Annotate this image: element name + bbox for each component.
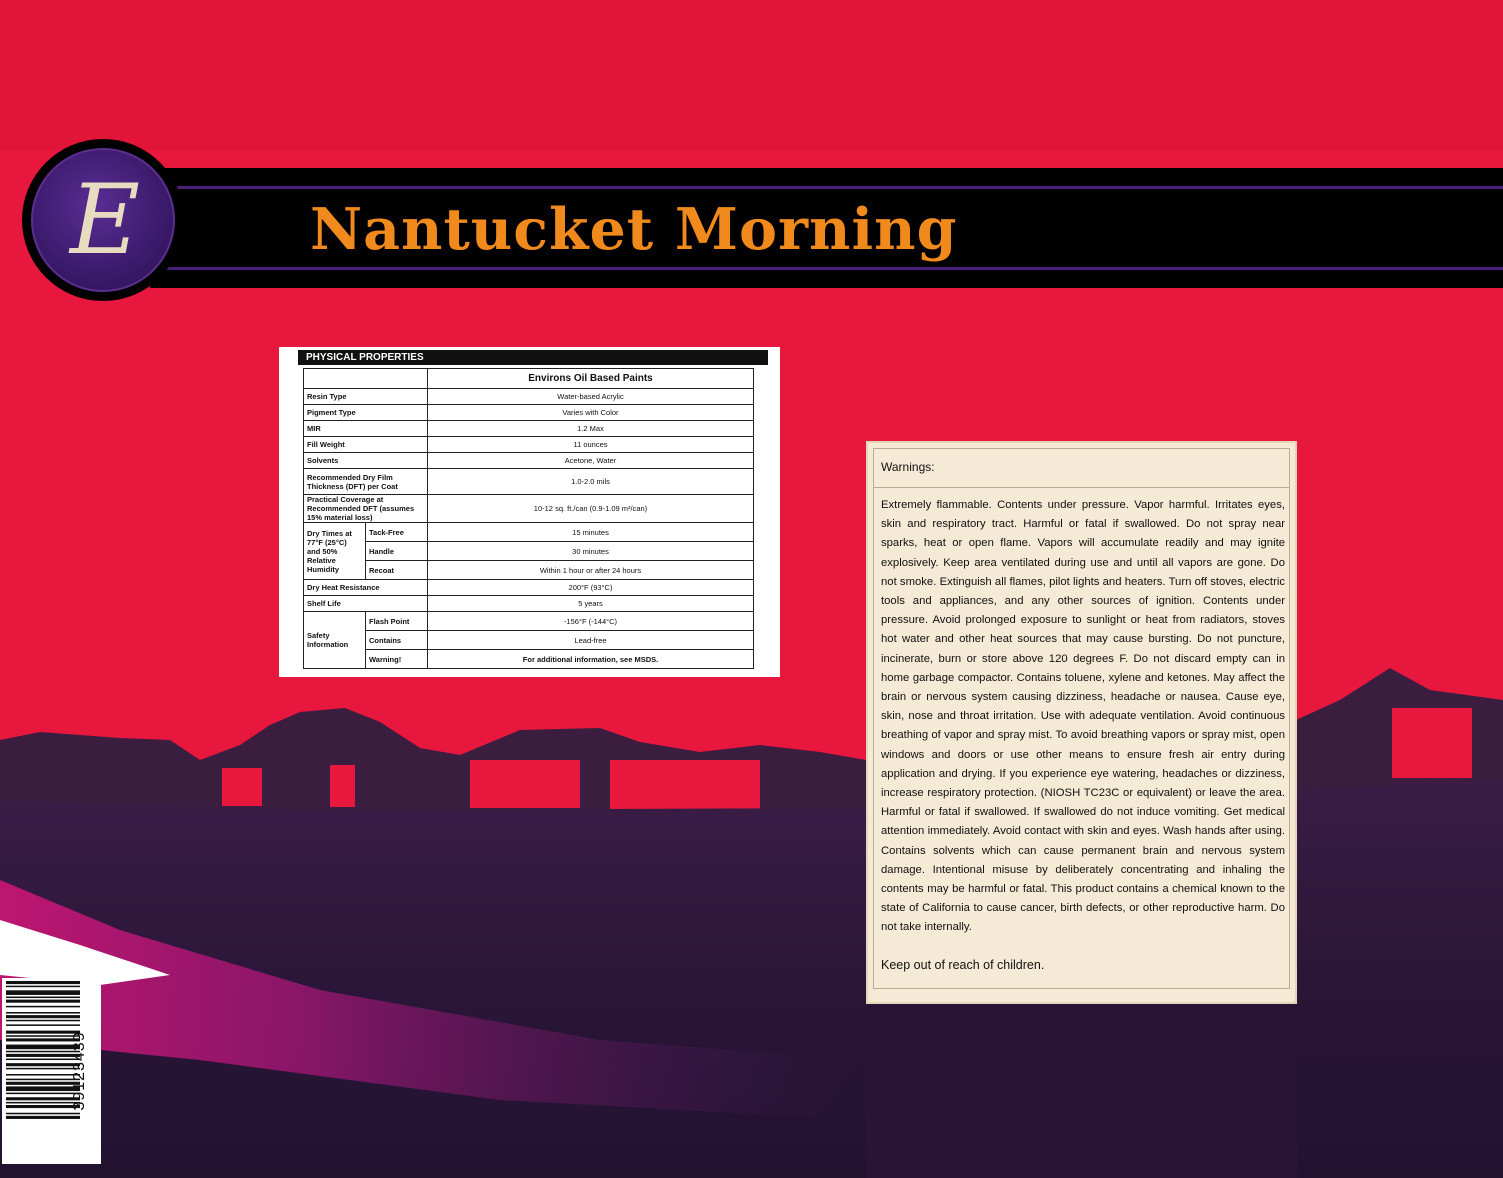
warnings-body	[881, 496, 1285, 975]
barcode-bar	[6, 1097, 80, 1100]
barcode-bar	[6, 986, 80, 988]
row-value: 15 minutes	[428, 523, 754, 542]
banner-stripe-top	[150, 186, 1503, 189]
barcode-bar	[6, 1102, 80, 1104]
warnings-frame	[873, 448, 1290, 989]
row-sublabel: Recoat	[366, 561, 428, 580]
barcode-bar	[6, 1045, 80, 1050]
row-value: Acetone, Water	[428, 453, 754, 469]
row-value: 200°F (93°C)	[428, 580, 754, 596]
row-label: Dry Heat Resistance	[304, 580, 428, 596]
barcode-bar	[6, 1059, 80, 1061]
row-label: MIR	[304, 421, 428, 437]
row-label: Practical Coverage at Recommended DFT (assumes 15% material loss)	[304, 495, 428, 523]
banner-stripe-bottom	[150, 267, 1503, 270]
row-value: 30 minutes	[428, 542, 754, 561]
table-row	[304, 495, 754, 523]
table-row	[304, 580, 754, 596]
dry-times-label: Dry Times at 77°F (25°C) and 50% Relative Humidity	[304, 523, 366, 580]
barcode-number: 39123439	[71, 1031, 88, 1111]
barcode-bar	[6, 1024, 80, 1026]
table-row	[304, 631, 754, 650]
table-row	[304, 437, 754, 453]
barcode-bar	[6, 1035, 80, 1037]
barcode-bar	[6, 1020, 80, 1022]
table-row	[304, 650, 754, 669]
barcode-bar	[6, 1105, 80, 1108]
physical-properties-panel	[279, 347, 780, 677]
table-row	[304, 612, 754, 631]
row-label: Pigment Type	[304, 405, 428, 421]
table-row	[304, 561, 754, 580]
row-label: Shelf Life	[304, 596, 428, 612]
row-value: Lead-free	[428, 631, 754, 650]
table-row	[304, 389, 754, 405]
barcode-bar	[6, 1051, 80, 1053]
product-column-header: Environs Oil Based Paints	[428, 369, 754, 389]
row-sublabel: Warning!	[366, 650, 428, 669]
barcode	[2, 978, 101, 1164]
warnings-panel	[866, 441, 1297, 1004]
properties-table	[303, 368, 754, 669]
barcode-bar	[6, 1079, 80, 1081]
logo-emblem	[31, 148, 175, 292]
row-value: 1.0-2.0 mils	[428, 469, 754, 495]
table-row	[304, 469, 754, 495]
barcode-bar	[6, 1113, 80, 1115]
row-sublabel: Tack-Free	[366, 523, 428, 542]
barcode-bar	[6, 1015, 80, 1018]
product-title: Nantucket Morning	[310, 196, 958, 263]
brand-logo	[22, 139, 184, 301]
row-sublabel: Contains	[366, 631, 428, 650]
table-header-row	[304, 369, 754, 389]
keep-out-notice: Keep out of reach of children.	[881, 957, 1045, 972]
barcode-bar	[6, 1074, 80, 1076]
barcode-bars	[6, 981, 80, 1161]
table-row	[304, 405, 754, 421]
row-label: Resin Type	[304, 389, 428, 405]
row-value: 11 ounces	[428, 437, 754, 453]
barcode-bar	[6, 1116, 80, 1119]
row-value: 5 years	[428, 596, 754, 612]
row-value: 10-12 sq. ft./can (0.9-1.09 m²/can)	[428, 495, 754, 523]
barcode-bar	[6, 990, 80, 995]
barcode-bar	[6, 981, 80, 984]
table-row	[304, 542, 754, 561]
barcode-bar	[6, 1031, 80, 1034]
table-row	[304, 596, 754, 612]
barcode-bar	[6, 1006, 80, 1008]
row-label: Solvents	[304, 453, 428, 469]
row-label: Recommended Dry Film Thickness (DFT) per Coat	[304, 469, 428, 495]
row-value: Water-based Acrylic	[428, 389, 754, 405]
properties-header: PHYSICAL PROPERTIES	[298, 350, 768, 365]
table-corner-cell	[304, 369, 428, 389]
row-label: Fill Weight	[304, 437, 428, 453]
row-sublabel: Handle	[366, 542, 428, 561]
barcode-bar	[6, 1068, 80, 1070]
table-row	[304, 523, 754, 542]
warnings-title: Warnings:	[874, 449, 1289, 488]
barcode-bar	[6, 1093, 80, 1095]
table-row	[304, 421, 754, 437]
row-sublabel: Flash Point	[366, 612, 428, 631]
row-value: Varies with Color	[428, 405, 754, 421]
barcode-bar	[6, 1000, 80, 1003]
row-value: For additional information, see MSDS.	[428, 650, 754, 669]
row-value: -156°F (-144°C)	[428, 612, 754, 631]
barcode-bar	[6, 1063, 80, 1066]
row-value: 1.2 Max	[428, 421, 754, 437]
barcode-bar	[6, 1086, 80, 1091]
warnings-text: Extremely flammable. Contents under pressure. Vapor harmful. Irritates eyes, skin and respiratory tract. Harmful or fatal if swallowed. Do not spray near sparks, heat or open flame. Vapors will accumulate readily and may ignite explosively. Keep area ventilated during use and until all vapors are gone. Do not smoke. Extinguish all flames, pilot lights and heaters. Turn off stoves, electric tools and appliances, and any other sources of ignition. Contents under pressure. Avoid prolonged exposure to sunlight or heat from radiators, stoves hot water and other heat sources that may cause bursting. Do not puncture, incinerate, burn or store above 120 degrees F. Do not discard empty can in home garbage compactor. Contains toluene, xylene and ketones. May affect the brain or nervous system causing dizziness, headache or nausea. Cause eye, skin, nose and throat irritation. Use with adequate ventilation. Avoid continuous breathing of vapor and spray mist. To avoid breathing vapors or spray mist, open windows and doors or use other means to ensure fresh air entry during application and drying. If you experience eye watering, headaches or dizziness, increase respiratory protection. (NIOSH TC23C or equivalent) or leave the area. Harmful or fatal if swallowed. If swallowed do not induce vomiting. Get medical attention immediately. Avoid contact with skin and eyes. Wash hands after using. Contains solvents which can cause permanent brain and nervous system damage. Intentional misuse by deliberately concentrating and inhaling the contents may be harmful or fatal. This product contains a chemical known to the state of California to cause cancer, birth defects, or other reproductive harm. Do not take internally.	[881, 499, 1285, 934]
logo-letter: E	[69, 164, 141, 276]
barcode-bar	[6, 1054, 80, 1057]
table-row	[304, 453, 754, 469]
barcode-bar	[6, 1082, 80, 1085]
barcode-bar	[6, 1038, 80, 1041]
barcode-bar	[6, 1012, 80, 1014]
safety-label: Safety Information	[304, 612, 366, 669]
barcode-bar	[6, 997, 80, 999]
row-value: Within 1 hour or after 24 hours	[428, 561, 754, 580]
